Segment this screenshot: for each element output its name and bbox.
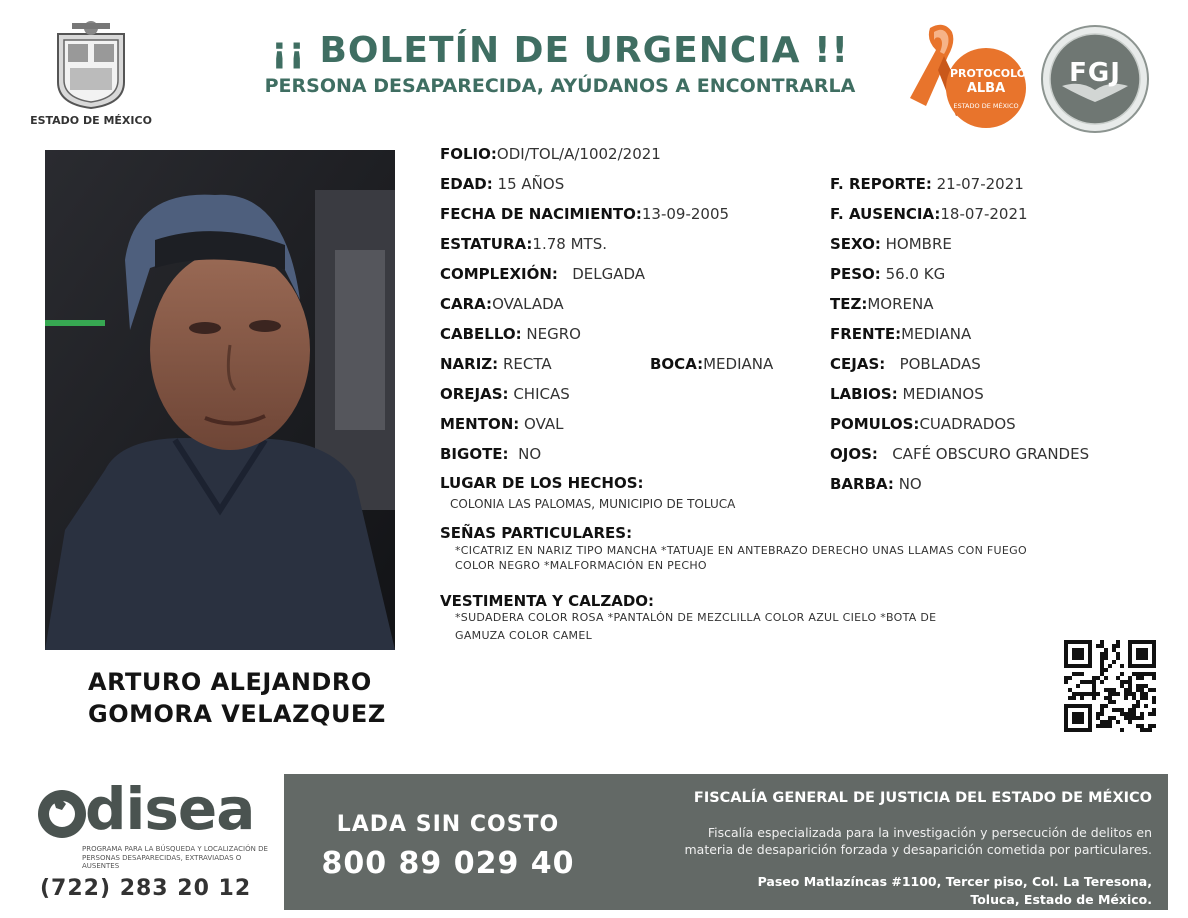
field-sexo-label: SEXO: xyxy=(830,235,881,253)
field-ausencia-value: 18-07-2021 xyxy=(940,205,1028,223)
address-line-1: Paseo Matlazíncas #1100, Tercer piso, Col. La Teresona, xyxy=(757,874,1152,889)
field-estatura xyxy=(440,234,607,254)
field-ojos-value: CAFÉ OBSCURO GRANDES xyxy=(892,445,1090,463)
field-boca-value: MEDIANA xyxy=(703,355,774,373)
senas-line-2: COLOR NEGRO *MALFORMACIÓN EN PECHO xyxy=(455,559,707,572)
field-cejas xyxy=(830,354,981,374)
field-folio-label: FOLIO: xyxy=(440,145,497,163)
field-peso-value: 56.0 KG xyxy=(885,265,946,283)
fiscalia-address xyxy=(600,873,1152,909)
fgj-seal xyxy=(1040,24,1150,134)
field-cejas-label: CEJAS: xyxy=(830,355,886,373)
field-complexion-label: COMPLEXIÓN: xyxy=(440,265,558,283)
page-subtitle: PERSONA DESAPARECIDA, AYÚDANOS A ENCONTRARLA xyxy=(264,75,856,97)
field-peso-label: PESO: xyxy=(830,265,881,283)
qr-code[interactable] xyxy=(1064,640,1156,732)
field-sexo-value: HOMBRE xyxy=(885,235,952,253)
field-reporte-label: F. REPORTE: xyxy=(830,175,932,193)
local-phone[interactable]: (722) 283 20 12 xyxy=(40,876,252,901)
field-cabello-value: NEGRO xyxy=(526,325,581,343)
missing-person-photo xyxy=(45,150,395,650)
field-frente-label: FRENTE: xyxy=(830,325,902,343)
fiscalia-description-line-2: materia de desaparición forzada y desaparición cometida por particulares. xyxy=(684,842,1152,857)
field-nariz-value: RECTA xyxy=(502,355,552,373)
field-edad xyxy=(440,174,564,194)
name-line-2: GOMORA VELAZQUEZ xyxy=(88,700,386,728)
field-nacimiento xyxy=(440,204,729,224)
field-complexion-value: DELGADA xyxy=(572,265,646,283)
field-tez-label: TEZ: xyxy=(830,295,868,313)
field-labios xyxy=(830,384,984,404)
protocolo-alba-text-1: PROTOCOLO xyxy=(950,67,1027,80)
field-nariz xyxy=(440,354,552,374)
field-menton-value: OVAL xyxy=(524,415,564,433)
vestimenta-line-2: GAMUZA COLOR CAMEL xyxy=(455,629,593,642)
field-labios-label: LABIOS: xyxy=(830,385,898,403)
lugar-title: LUGAR DE LOS HECHOS: xyxy=(440,474,644,492)
field-nacimiento-label: FECHA DE NACIMIENTO: xyxy=(440,205,642,223)
estado-de-mexico-label: ESTADO DE MÉXICO xyxy=(30,114,152,127)
field-bigote-value: NO xyxy=(518,445,542,463)
page-title: ¡¡ BOLETÍN DE URGENCIA !! xyxy=(271,30,849,71)
toll-free-phone[interactable]: 800 89 029 40 xyxy=(321,846,575,881)
field-pomulos-value: CUADRADOS xyxy=(919,415,1016,433)
field-pomulos xyxy=(830,414,1016,434)
field-sexo xyxy=(830,234,952,254)
field-orejas-value: CHICAS xyxy=(513,385,570,403)
field-cara-value: OVALADA xyxy=(492,295,564,313)
fgj-seal-text: FGJ xyxy=(1069,58,1121,88)
field-frente xyxy=(830,324,971,344)
field-ausencia xyxy=(830,204,1028,224)
field-labios-value: MEDIANOS xyxy=(902,385,984,403)
field-barba-label: BARBA: xyxy=(830,475,894,493)
lugar-value: COLONIA LAS PALOMAS, MUNICIPIO DE TOLUCA xyxy=(450,497,736,511)
name-line-1: ARTURO ALEJANDRO xyxy=(88,668,372,696)
field-cabello-label: CABELLO: xyxy=(440,325,522,343)
missing-person-name xyxy=(70,666,420,730)
protocolo-alba-logo xyxy=(900,22,1030,132)
field-edad-value: 15 AÑOS xyxy=(497,175,565,193)
vestimenta-line-1: *SUDADERA COLOR ROSA *PANTALÓN DE MEZCLILLA COLOR AZUL CIELO *BOTA DE xyxy=(455,611,937,624)
field-peso xyxy=(830,264,945,284)
fiscalia-description-line-1: Fiscalía especializada para la investigación y persecución de delitos en xyxy=(707,825,1152,840)
field-reporte-value: 21-07-2021 xyxy=(936,175,1024,193)
field-tez-value: MORENA xyxy=(867,295,934,313)
odisea-subtitle: PROGRAMA PARA LA BÚSQUEDA Y LOCALIZACIÓN DE PERSONAS DESAPARECIDAS, EXTRAVIADAS O AUSENTES xyxy=(82,845,268,870)
field-complexion xyxy=(440,264,645,284)
field-cara xyxy=(440,294,564,314)
field-barba xyxy=(830,474,922,494)
field-menton xyxy=(440,414,564,434)
fiscalia-title: FISCALÍA GENERAL DE JUSTICIA DEL ESTADO DE MÉXICO xyxy=(693,790,1152,806)
odisea-wordmark: disea xyxy=(85,775,255,843)
field-nariz-label: NARIZ: xyxy=(440,355,499,373)
field-cara-label: CARA: xyxy=(440,295,493,313)
vestimenta-title: VESTIMENTA Y CALZADO: xyxy=(440,592,655,610)
field-menton-label: MENTON: xyxy=(440,415,520,433)
field-bigote xyxy=(440,444,541,464)
field-boca-label: BOCA: xyxy=(650,355,704,373)
odisea-logo xyxy=(36,786,92,846)
field-cabello xyxy=(440,324,581,344)
field-estatura-value: 1.78 MTS. xyxy=(532,235,607,253)
field-boca xyxy=(650,354,773,374)
field-edad-label: EDAD: xyxy=(440,175,493,193)
senas-title: SEÑAS PARTICULARES: xyxy=(440,524,633,542)
field-estatura-label: ESTATURA: xyxy=(440,235,533,253)
field-bigote-label: BIGOTE: xyxy=(440,445,509,463)
protocolo-alba-text-2: ALBA xyxy=(966,81,1006,96)
lada-sin-costo-label: LADA SIN COSTO xyxy=(336,812,560,837)
field-reporte xyxy=(830,174,1024,194)
senas-line-1: *CICATRIZ EN NARIZ TIPO MANCHA *TATUAJE EN ANTEBRAZO DERECHO UNAS LLAMAS CON FUEGO xyxy=(455,544,1027,557)
field-folio-value: ODI/TOL/A/1002/2021 xyxy=(496,145,661,163)
field-ausencia-label: F. AUSENCIA: xyxy=(830,205,941,223)
field-barba-value: NO xyxy=(898,475,922,493)
field-folio xyxy=(440,144,661,164)
field-ojos xyxy=(830,444,1089,464)
field-nacimiento-value: 13-09-2005 xyxy=(641,205,730,223)
field-orejas xyxy=(440,384,570,404)
field-ojos-label: OJOS: xyxy=(830,445,878,463)
estado-de-mexico-seal xyxy=(52,20,130,110)
field-cejas-value: POBLADAS xyxy=(899,355,981,373)
fiscalia-description xyxy=(600,824,1152,858)
address-line-2: Toluca, Estado de México. xyxy=(970,892,1152,907)
protocolo-alba-text-3: ESTADO DE MÉXICO xyxy=(953,102,1019,110)
field-orejas-label: OREJAS: xyxy=(440,385,509,403)
field-tez xyxy=(830,294,934,314)
field-frente-value: MEDIANA xyxy=(901,325,972,343)
field-pomulos-label: POMULOS: xyxy=(830,415,920,433)
